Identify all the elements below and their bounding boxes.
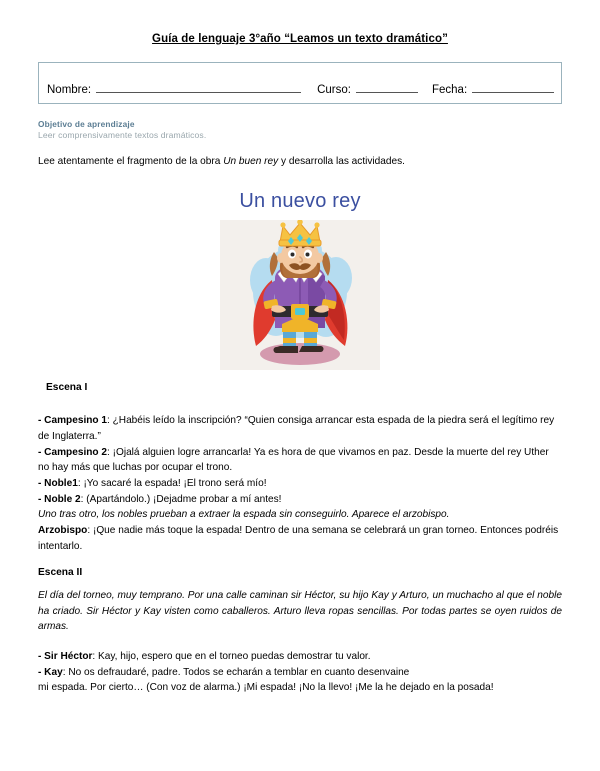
speaker-name: - Noble1 — [38, 477, 78, 489]
instruction-suffix: y desarrolla las actividades. — [278, 156, 405, 168]
scene-2-body — [38, 649, 562, 696]
dialogue-text: ¡Que nadie más toque la espada! Dentro de una semana se celebrará un gran torneo. Entonces podréis intentarlo. — [38, 524, 559, 552]
objective-text: Leer comprensivamente textos dramáticos. — [38, 129, 207, 140]
instruction-prefix: Lee atentamente el fragmento de la obra — [38, 156, 224, 168]
work-title: Un buen rey — [223, 156, 279, 168]
dialogue-continuation: mi espada. Por cierto… (Con voz de alarma.) ¡Mi espada! ¡No la llevo! ¡Me la he dejado en la posada! — [38, 682, 494, 694]
dialogue-line: - Noble1: ¡Yo sacaré la espada! ¡El trono será mío! — [38, 477, 267, 489]
fecha-input-rule[interactable] — [472, 82, 554, 93]
dialogue-text: Kay, hijo, espero que en el torneo puedas demostrar tu valor. — [98, 651, 371, 663]
instruction-line — [38, 155, 562, 168]
nombre-field[interactable] — [47, 82, 301, 96]
nombre-input-rule[interactable] — [96, 82, 301, 93]
scene-1-heading: Escena I — [46, 382, 88, 394]
nombre-label: Nombre: — [47, 84, 92, 96]
dialogue-text: ¡Yo sacaré la espada! ¡El trono será mío! — [83, 477, 267, 489]
identification-box — [38, 62, 562, 104]
objective-heading: Objetivo de aprendizaje — [38, 119, 135, 129]
curso-field[interactable] — [317, 82, 418, 96]
dialogue-text: No os defraudaré, padre. Todos se echarán a temblar en cuanto desenvaine — [68, 666, 410, 678]
dialogue-line: - Campesino 2: ¡Ojalá alguien logre arrancarla! Ya es hora de que vivamos en paz. Desde la muerte del rey Uther no hay más que luchas por ocupar el trono. — [38, 446, 549, 474]
dialogue-line: - Sir Héctor: Kay, hijo, espero que en el torneo puedas demostrar tu valor. — [38, 651, 371, 663]
speaker-name: - Campesino 2 — [38, 446, 107, 458]
fecha-field[interactable] — [432, 82, 554, 96]
dialogue-text: ¡Ojalá alguien logre arrancarla! Ya es hora de que vivamos en paz. Desde la muerte del rey Uther no hay más que luchas por ocupar el trono. — [38, 446, 549, 474]
page-title: Guía de lenguaje 3°año “Leamos un texto dramático” — [152, 33, 448, 45]
curso-input-rule[interactable] — [356, 82, 418, 93]
dialogue-line: - Kay: No os defraudaré, padre. Todos se echarán a temblar en cuanto desenvaine — [38, 666, 410, 678]
speaker-name: - Noble 2 — [38, 493, 81, 505]
scene-2-heading: Escena II — [38, 567, 83, 579]
learning-objective — [38, 119, 562, 141]
story-title: Un nuevo rey — [239, 190, 361, 213]
ground-shadow — [260, 343, 340, 365]
curso-label: Curso: — [317, 84, 351, 96]
speaker-name: - Sir Héctor — [38, 651, 93, 663]
speaker-name: - Kay — [38, 666, 63, 678]
dialogue-line: - Campesino 1: ¿Habéis leído la inscripción? “Quien consiga arrancar esta espada de la piedra será el legítimo rey de Inglaterra.” — [38, 415, 555, 443]
speaker-name: - Campesino 1 — [38, 415, 107, 427]
stage-direction: Uno tras otro, los nobles prueban a extraer la espada sin conseguirlo. Aparece el arzobispo. — [38, 509, 450, 521]
scene-2-stage-direction: El día del torneo, muy temprano. Por una calle caminan sir Héctor, su hijo Kay y Arturo, un muchacho al que el noble ha criado. Sir Héctor y Kay visten como caballeros. Arturo lleva ropas sencillas. Por todas partes se oyen ruidos de armas. — [38, 590, 562, 633]
dialogue-text: ¿Habéis leído la inscripción? “Quien consiga arrancar esta espada de la piedra será el legítimo rey de Inglaterra.” — [38, 415, 555, 443]
speaker-name: Arzobispo — [38, 524, 88, 536]
dialogue-line: Arzobispo: ¡Que nadie más toque la espada! Dentro de una semana se celebrará un gran torneo. Entonces podréis intentarlo. — [38, 524, 559, 552]
scene-1-body — [38, 413, 562, 554]
king-illustration — [220, 220, 380, 370]
dialogue-line: - Noble 2: (Apartándolo.) ¡Dejadme probar a mí antes! — [38, 493, 282, 505]
king-illustration-svg — [220, 220, 380, 370]
fecha-label: Fecha: — [431, 84, 468, 96]
dialogue-text: (Apartándolo.) ¡Dejadme probar a mí antes! — [86, 493, 282, 505]
crown — [279, 220, 321, 246]
